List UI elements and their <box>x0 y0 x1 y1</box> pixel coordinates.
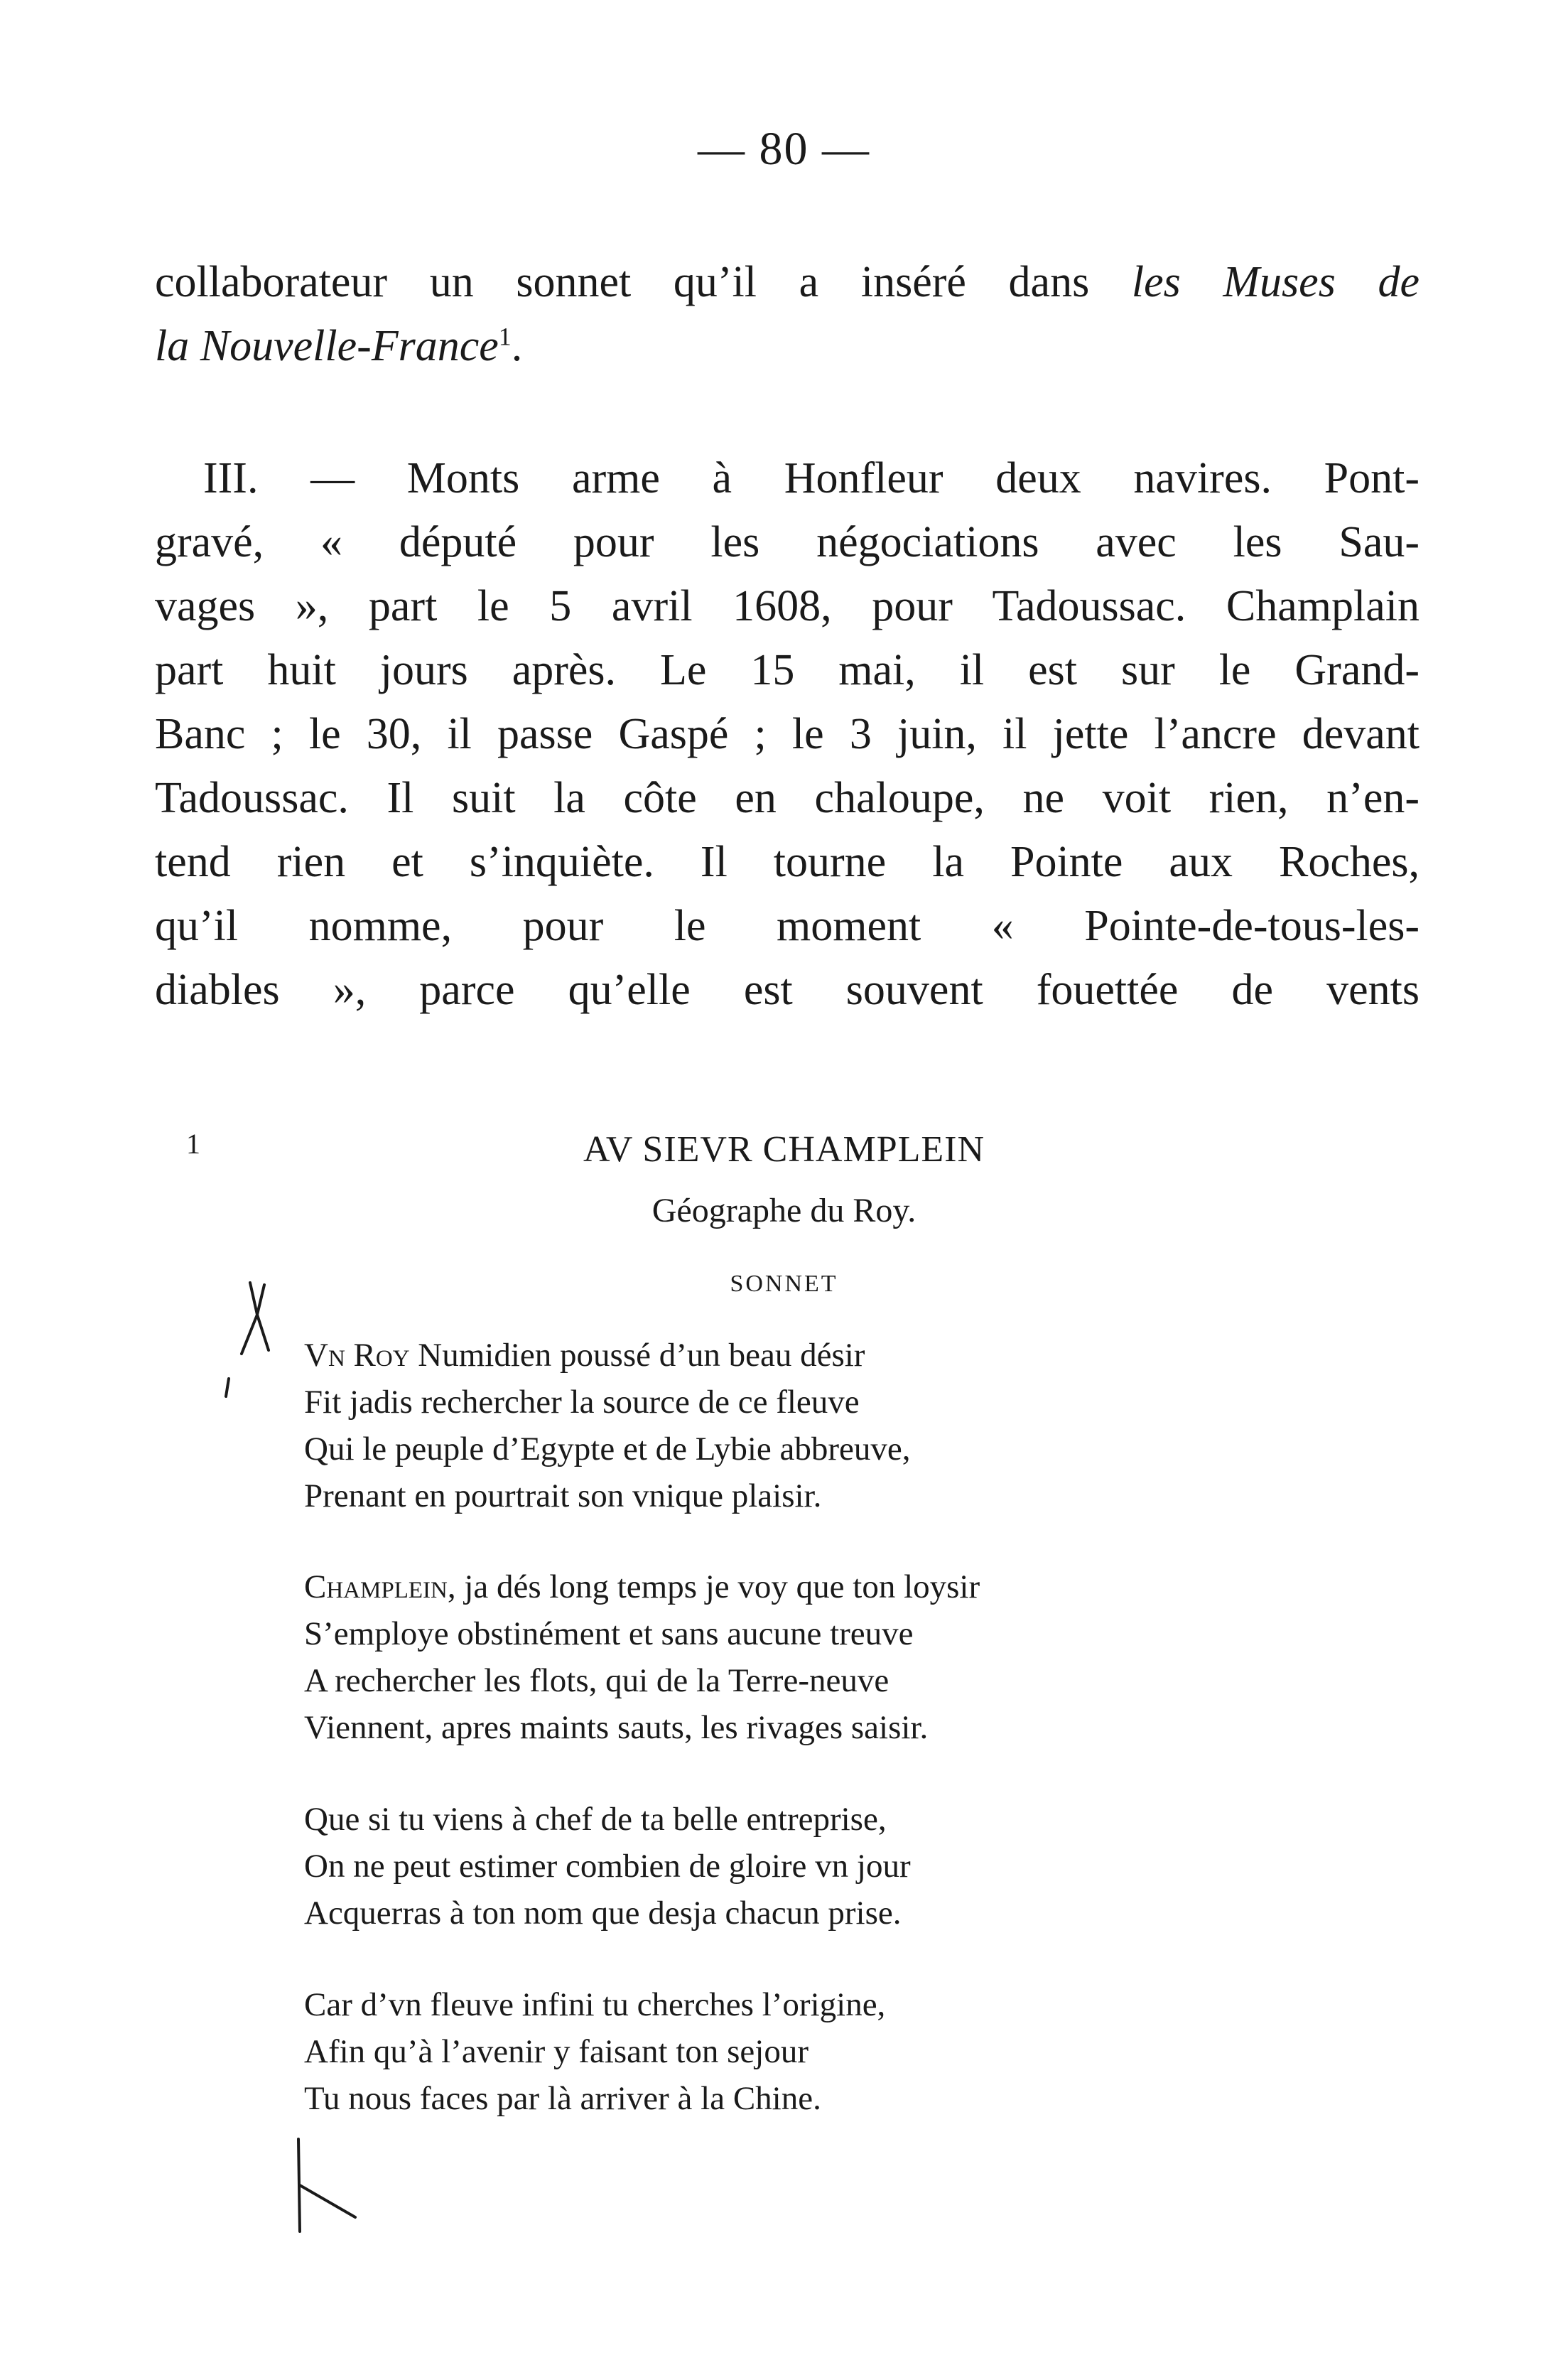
text-line: Banc ; le 30, il passe Gaspé ; le 3 juin, il jette l’ancre devant <box>155 710 1420 758</box>
verse-line: On ne peut estimer combien de gloire vn jour <box>304 1848 911 1885</box>
verse-line: Fit jadis rechercher la source de ce fleuve <box>304 1384 860 1421</box>
text-line: Tadoussac. Il suit la côte en chaloupe, ne voit rien, n’en- <box>155 774 1420 822</box>
pencil-mark-top <box>242 1283 269 1354</box>
verse-line: Vn Roy Numidien poussé d’un beau désir <box>304 1337 865 1374</box>
footnote-reference[interactable]: 1 <box>498 322 512 351</box>
verse-line: Tu nous faces par là arriver à la Chine. <box>304 2080 821 2117</box>
verse-line: A rechercher les flots, qui de la Terre-neuve <box>304 1662 890 1699</box>
verse-line: Car d’vn fleuve infini tu cherches l’origine, <box>304 1986 886 2023</box>
verse-line: Qui le peuple d’Egypte et de Lybie abbreuve, <box>304 1431 911 1467</box>
pencil-mark-bottom <box>298 2139 355 2231</box>
poem-title: AV SIEVR CHAMPLEIN <box>583 1129 985 1170</box>
verse-line: Viennent, apres maints sauts, les rivages saisir. <box>304 1709 929 1746</box>
footnote-marker: 1 <box>186 1128 200 1160</box>
verse-line: Que si tu viens à chef de ta belle entreprise, <box>304 1801 887 1838</box>
text-line: la Nouvelle-France$^1$. <box>155 322 523 370</box>
verse-line: Afin qu’à l’avenir y faisant ton sejour <box>304 2033 809 2070</box>
verse-line: Prenant en pourtrait son vnique plaisir. <box>304 1477 822 1514</box>
poem-heading: SONNET <box>730 1271 838 1297</box>
verse-line: S’employe obstinément et sans aucune treuve <box>304 1615 914 1652</box>
text-line: gravé, « député pour les négociations avec les Sau- <box>155 518 1420 566</box>
text-line: collaborateur un sonnet qu’il a inséré dans les Muses de <box>155 258 1420 306</box>
pencil-tick <box>226 1379 229 1396</box>
text-line: part huit jours après. Le 15 mai, il est sur le Grand- <box>155 646 1420 694</box>
verse-line: Acquerras à ton nom que desja chacun prise. <box>304 1895 902 1932</box>
verse-line: Champlein, ja dés long temps je voy que ton loysir <box>304 1568 980 1605</box>
text-line: tend rien et s’inquiète. Il tourne la Pointe aux Roches, <box>155 838 1420 886</box>
text-line: diables », parce qu’elle est souvent fouettée de vents <box>155 966 1420 1014</box>
italic-title: les Muses de <box>1131 258 1420 306</box>
text-line: III. — Monts arme à Honfleur deux navires. Pont- <box>203 454 1420 502</box>
text-line: vages », part le 5 avril 1608, pour Tadoussac. Champlain <box>155 582 1420 630</box>
poem-subtitle: Géographe du Roy. <box>651 1192 917 1229</box>
text-line: qu’il nomme, pour le moment « Pointe-de-tous-les- <box>155 902 1420 950</box>
page-number: — 80 — <box>698 123 870 175</box>
